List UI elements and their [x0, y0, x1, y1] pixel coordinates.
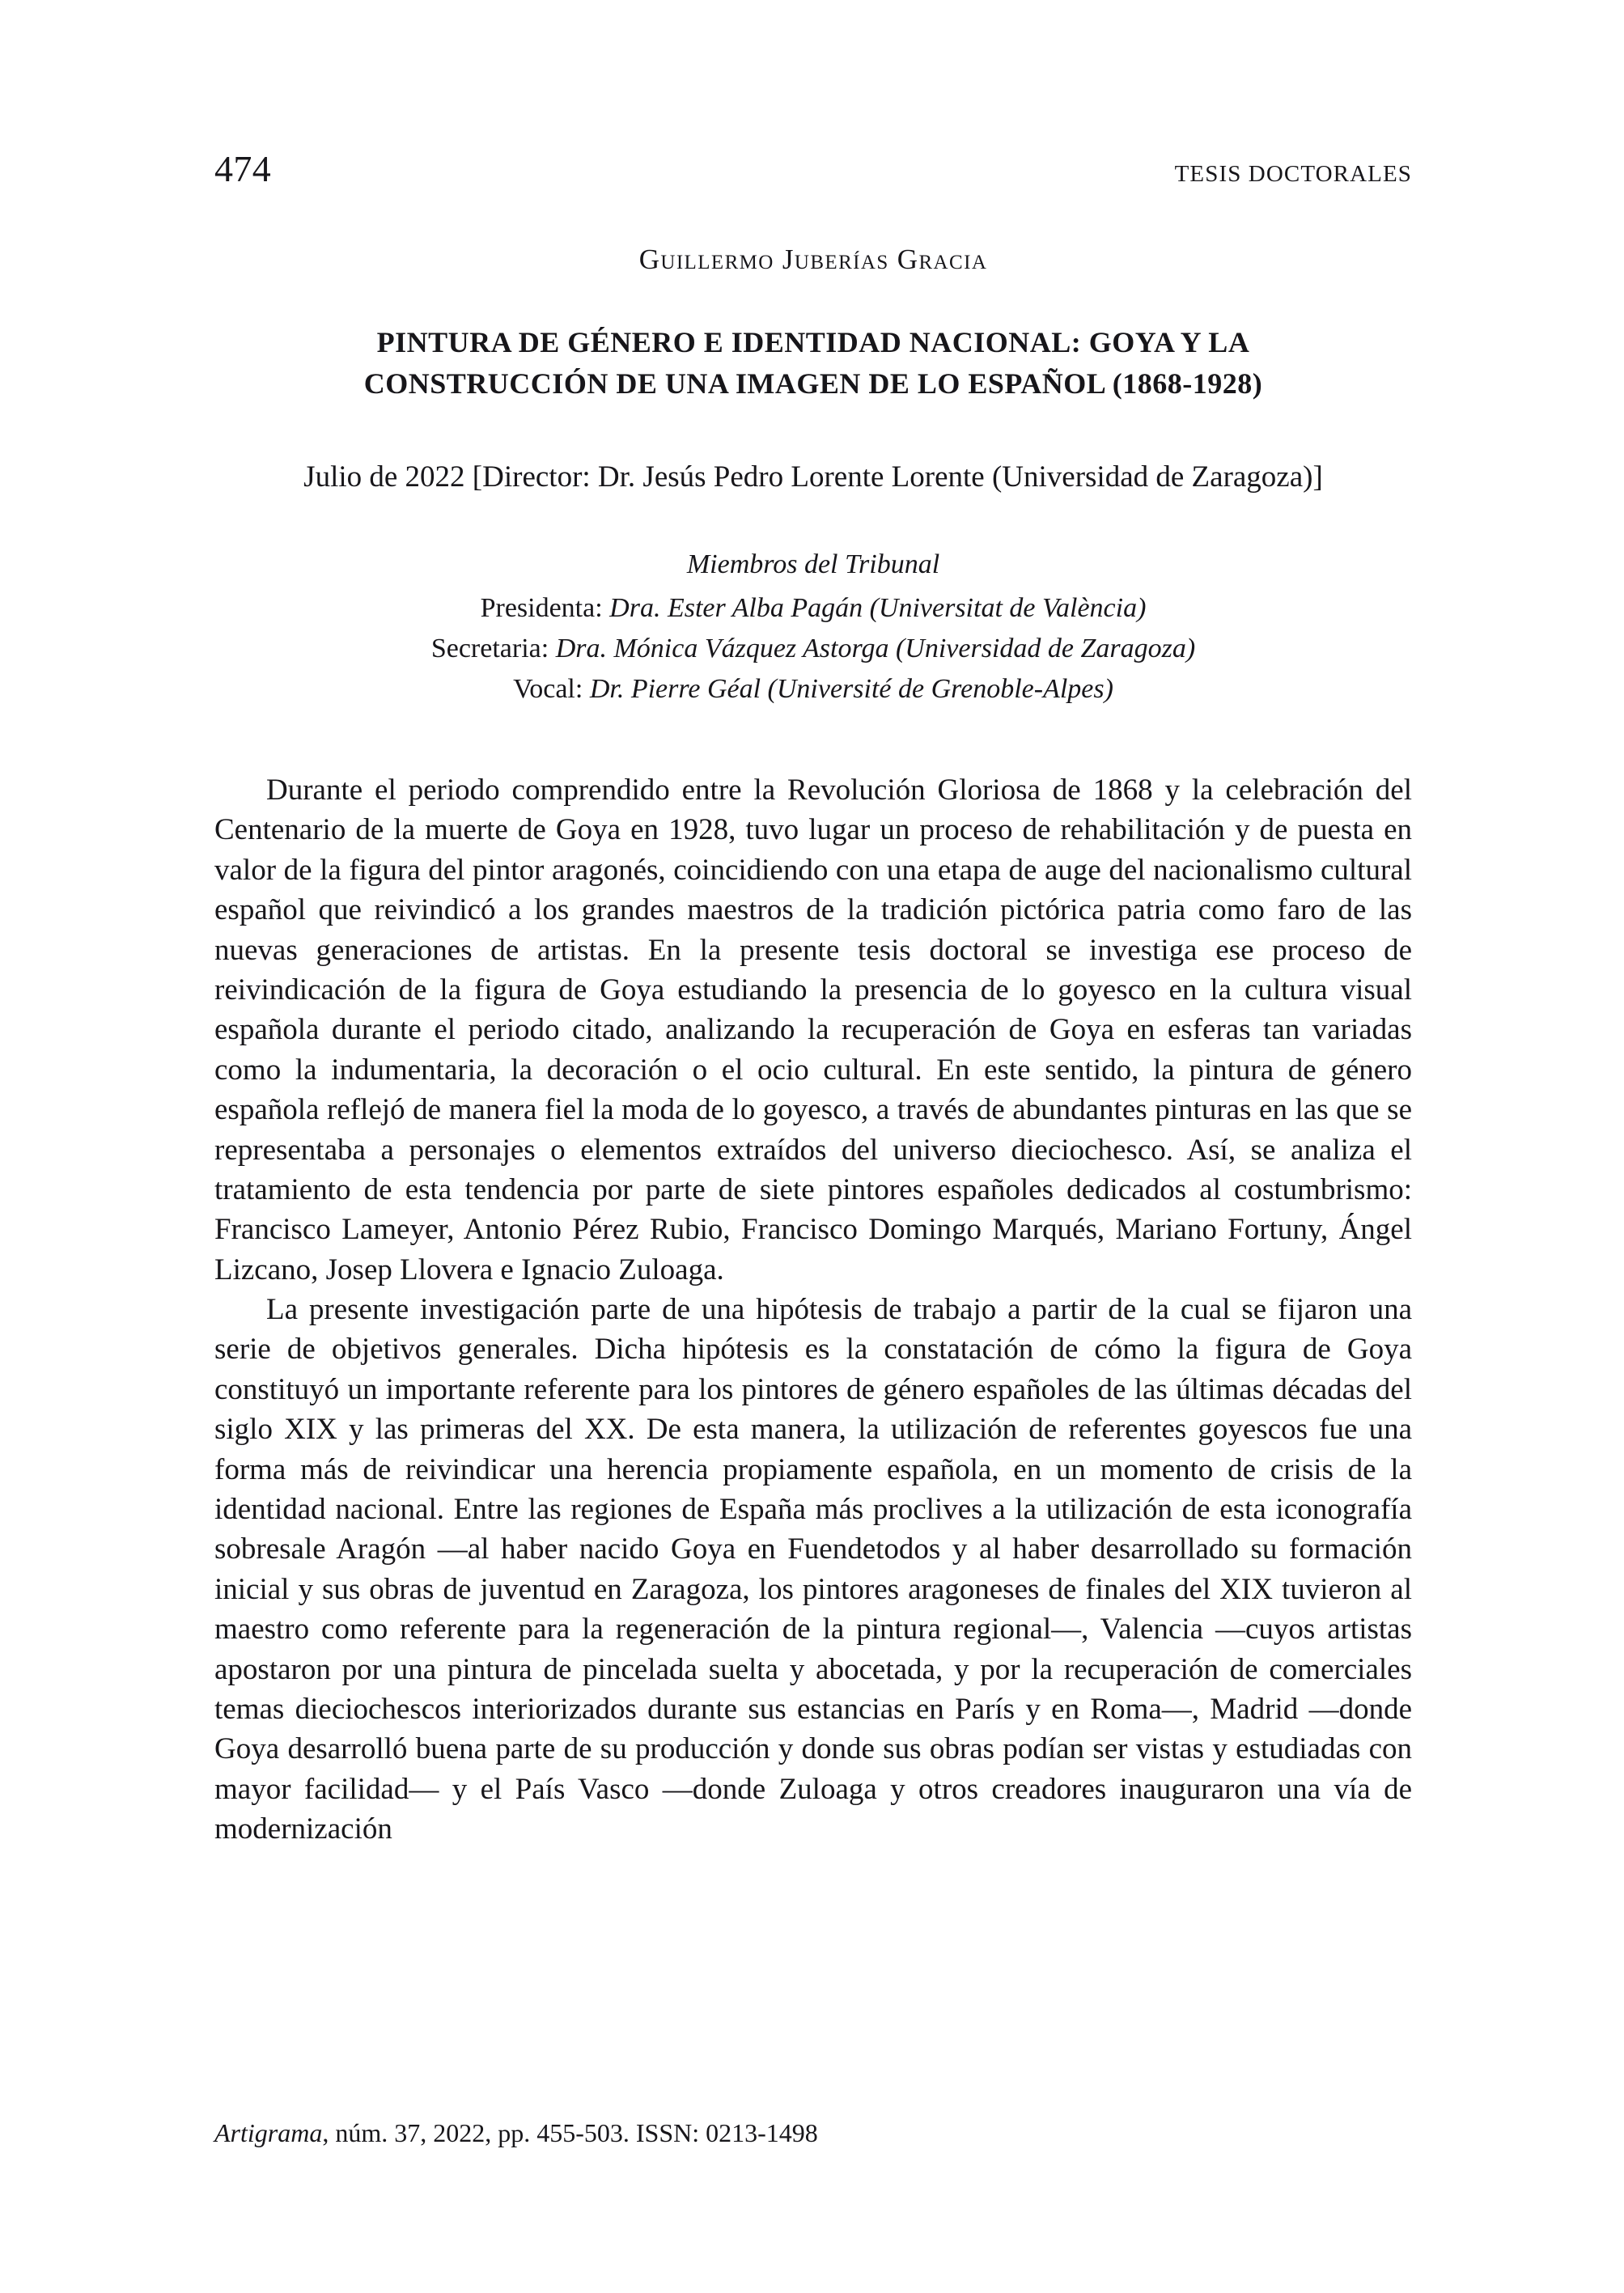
tribunal-member-name: Dra. Mónica Vázquez Astorga (Universidad de Zaragoza) [555, 633, 1196, 663]
journal-name: Artigrama [214, 2118, 323, 2147]
tribunal-role-label: Vocal: [513, 673, 590, 704]
author-name: Guillermo Juberías Gracia [638, 244, 988, 275]
tribunal-role-label: Secretaria: [430, 633, 556, 663]
page-footer [214, 2117, 818, 2148]
tribunal-block [214, 545, 1412, 710]
journal-citation: , núm. 37, 2022, pp. 455-503. ISSN: 0213-1498 [322, 2118, 818, 2147]
running-head-title: TESIS DOCTORALES [1174, 161, 1412, 187]
tribunal-role-label: Presidenta: [480, 592, 610, 623]
running-head [214, 150, 1412, 196]
thesis-title: PINTURA DE GÉNERO E IDENTIDAD NACIONAL: GOYA Y LA CONSTRUCCIÓN DE UNA IMAGEN DE LO ESPAÑOL (1868-1928) [363, 326, 1263, 401]
tribunal-member-secretary [214, 629, 1412, 669]
tribunal-heading: Miembros del Tribunal [686, 549, 940, 579]
body-paragraph-1: Durante el periodo comprendido entre la Revolución Gloriosa de 1868 y la celebración del Centenario de la muerte de Goya en 1928, tuvo lugar un proceso de rehabilitación y de puesta en valor de la figura del pintor aragonés, coincidiendo con una etapa de auge del nacionalismo cultural español que reivindicó a los grandes maestros de la tradición pictórica patria como faro de las nuevas generaciones de artistas. En la presente tesis doctoral se investiga ese proceso de reivindicación de la figura de Goya estudiando la presencia de lo goyesco en la cultura visual española durante el periodo citado, analizando la recuperación de Goya en esferas tan variadas como la indumentaria, la decoración o el ocio cultural. En este sentido, la pintura de género española reflejó de manera fiel la moda de lo goyesco, a través de abundantes pinturas en las que se representaba a personajes o elementos extraídos del universo dieciochesco. Así, se analiza el tratamiento de esta tendencia por parte de siete pintores españoles dedicados al costumbrismo: Francisco Lameyer, Antonio Pérez Rubio, Francisco Domingo Marqués, Mariano Fortuny, Ángel Lizcano, Josep Llovera e Ignacio Zuloaga. [214, 774, 1412, 1286]
body-paragraph-2: La presente investigación parte de una hipótesis de trabajo a partir de la cual se fijaron una serie de objetivos generales. Dicha hipótesis es la constatación de cómo la figura de Goya constituyó un importante referente para los pintores de género españoles de las últimas décadas del siglo XIX y las primeras del XX. De esta manera, la utilización de referentes goyescos fue una forma más de reivindicar una herencia propiamente española, en un momento de crisis de la identidad nacional. Entre las regiones de España más proclives a la utilización de esta iconografía sobresale Aragón —al haber nacido Goya en Fuendetodos y al haber desarrollado su formación inicial y sus obras de juventud en Zaragoza, los pintores aragoneses de finales del XIX tuvieron al maestro como referente para la regeneración de la pintura regional—, Valencia —cuyos artistas apostaron por una pintura de pincelada suelta y abocetada, y por la recuperación de comerciales temas dieciochescos interiorizados durante sus estancias en París y en Roma—, Madrid —donde Goya desarrolló buena parte de su producción y donde sus obras podían ser vistas y estudiadas con mayor facilidad— y el País Vasco —donde Zuloaga y otros creadores inauguraron una vía de modernización [214, 1293, 1412, 1846]
tribunal-member-president [214, 588, 1412, 629]
thesis-frontmatter [214, 243, 1412, 710]
tribunal-member-name: Dr. Pierre Géal (Université de Grenoble-Alpes) [589, 673, 1113, 704]
tribunal-member-vocal [214, 669, 1412, 710]
defense-date-and-director: Julio de 2022 [Director: Dr. Jesús Pedro Lorente Lorente (Universidad de Zaragoza)] [303, 460, 1323, 494]
tribunal-member-name: Dra. Ester Alba Pagán (Universitat de València) [609, 592, 1147, 623]
page-number: 474 [214, 148, 272, 189]
abstract-body [214, 770, 1412, 1850]
